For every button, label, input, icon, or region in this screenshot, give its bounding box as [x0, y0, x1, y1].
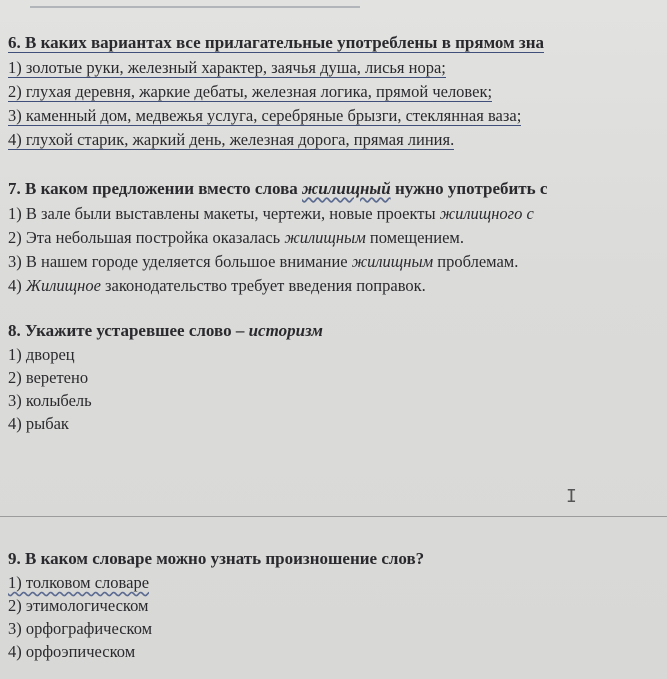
- q7-option-3: [8, 251, 518, 273]
- q9-option-3: 3) орфографическом: [8, 619, 153, 638]
- q7-title-prefix: 7. В каком предложении вместо слова: [8, 179, 303, 198]
- text-cursor-icon: I: [566, 486, 577, 507]
- q6-option-4: [8, 129, 454, 151]
- q6-option-3: [8, 105, 521, 127]
- q9-option-1-text: 1) толковом словаре: [8, 573, 150, 592]
- q9-option-1: [8, 572, 149, 594]
- q7-option-3-text: 3) В нашем городе уделяется большое внимание: [8, 252, 352, 271]
- q6-title-text: 6. В каких вариантах все прилагательные употреблены в прямом зна: [8, 33, 545, 52]
- q7-option-4-num: 4): [8, 276, 26, 295]
- q8-title: [8, 320, 323, 342]
- q7-title: [8, 178, 547, 200]
- q6-option-1-text: 1) золотые руки, железный характер, заячья душа, лисья нора;: [8, 58, 446, 77]
- q7-option-4-word: Жилищное: [25, 276, 101, 295]
- q7-option-2-word: жилищным: [284, 228, 366, 247]
- q8-title-word: историзм: [248, 321, 323, 340]
- q7-option-4: [8, 275, 426, 297]
- q7-title-suffix: нужно употребить с: [390, 179, 548, 198]
- top-cut-text: [30, 0, 360, 8]
- q7-option-3-word: жилищным: [351, 252, 434, 271]
- q7-option-1-text: 1) В зале были выставлены макеты, чертежи, новые проекты: [8, 204, 440, 223]
- q7-option-2: [8, 227, 464, 249]
- q7-option-1-word: жилищного с: [439, 204, 534, 223]
- q7-option-2-end: помещением.: [365, 228, 464, 247]
- q9-title: 9. В каком словаре можно узнать произношение слов?: [8, 549, 425, 568]
- q6-option-4-text: 4) глухой старик, жаркий день, железная дорога, прямая линия.: [8, 130, 455, 149]
- q7-option-3-end: проблемам.: [433, 252, 519, 271]
- q9-option-2: 2) этимологическом: [8, 596, 149, 615]
- q9-option-4: 4) орфоэпическом: [8, 642, 136, 661]
- page-divider: [0, 516, 667, 517]
- q7-option-4-end: законодательство требует введения поправок.: [100, 276, 426, 295]
- q8-option-3: 3) колыбель: [8, 391, 92, 410]
- q8-title-prefix: 8. Укажите устаревшее слово –: [8, 321, 249, 340]
- q6-option-2-text: 2) глухая деревня, жаркие дебаты, железная логика, прямой человек;: [8, 82, 493, 101]
- q8-option-1: 1) дворец: [8, 345, 75, 364]
- q8-option-2: 2) веретено: [8, 368, 89, 387]
- q6-option-2: [8, 81, 492, 103]
- q7-option-2-text: 2) Эта небольшая постройка оказалась: [8, 228, 285, 247]
- q7-option-1: [8, 203, 534, 225]
- q6-title: [8, 32, 544, 54]
- q8-option-4: 4) рыбак: [8, 414, 69, 433]
- q7-title-word: жилищный: [302, 179, 391, 198]
- q6-option-1: [8, 57, 446, 79]
- q6-option-3-text: 3) каменный дом, медвежья услуга, серебряные брызги, стеклянная ваза;: [8, 106, 522, 125]
